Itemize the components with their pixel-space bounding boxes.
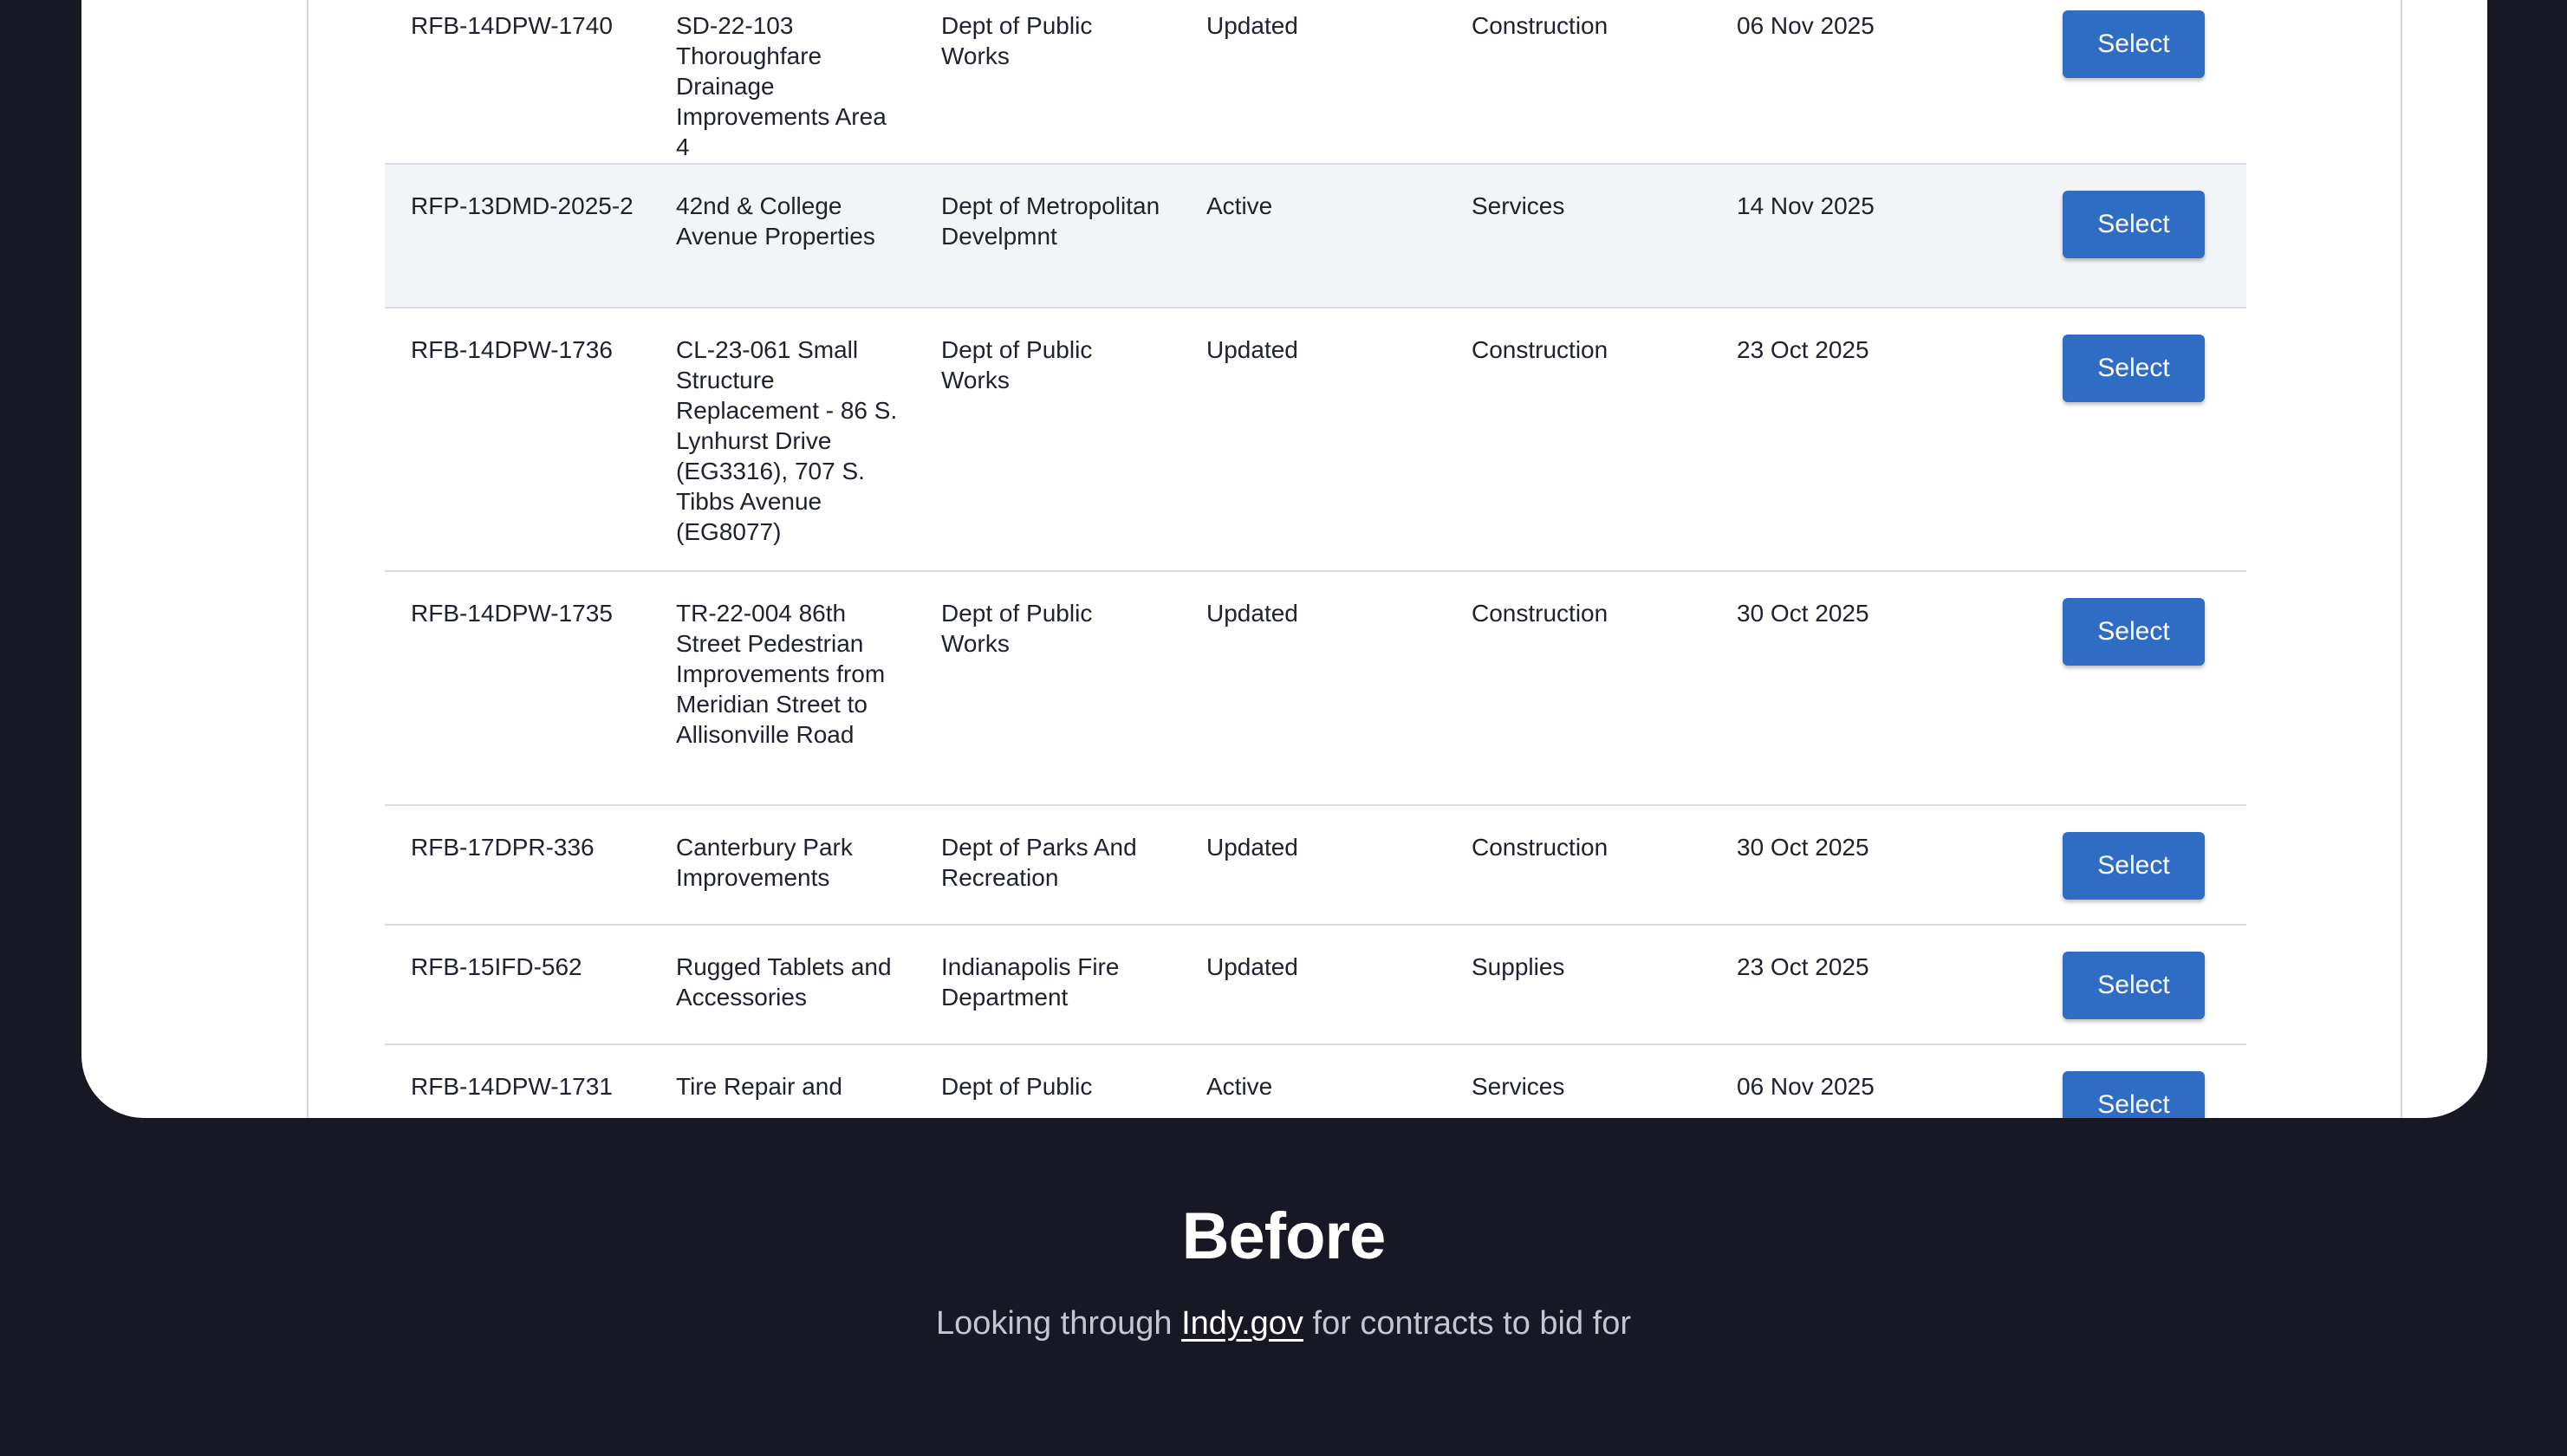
bid-title: Tire Repair and — [676, 1073, 842, 1100]
bid-category: Services — [1472, 1073, 1565, 1100]
bid-department: Dept of Public — [941, 1073, 1093, 1100]
bid-category: Construction — [1472, 12, 1608, 39]
bid-status: Updated — [1206, 953, 1298, 980]
bid-date: 30 Oct 2025 — [1737, 834, 1869, 861]
bid-category: Services — [1472, 192, 1565, 219]
select-button[interactable]: Select — [2063, 335, 2205, 402]
bid-status: Updated — [1206, 336, 1298, 363]
table-row — [385, 806, 2246, 926]
bid-id: RFB-14DPW-1735 — [411, 600, 613, 627]
table-row — [385, 926, 2246, 1045]
bid-status: Active — [1206, 1073, 1273, 1100]
select-button[interactable]: Select — [2063, 598, 2205, 666]
bid-title: SD-22-103 Thoroughfare Drainage Improvements Area 4 — [676, 12, 887, 160]
table-row — [385, 572, 2246, 806]
bid-id: RFB-14DPW-1731 — [411, 1073, 613, 1100]
bid-status: Updated — [1206, 600, 1298, 627]
bid-title: CL-23-061 Small Structure Replacement - 86 S. Lynhurst Drive (EG3316), 707 S. Tibbs Avenue (EG8077) — [676, 336, 898, 545]
caption-subtitle — [0, 1300, 2567, 1347]
table-row — [385, 165, 2246, 309]
bid-category: Construction — [1472, 834, 1608, 861]
select-button[interactable]: Select — [2063, 191, 2205, 258]
table-row — [385, 1045, 2246, 1118]
bids-panel — [307, 0, 2402, 1118]
bid-date: 06 Nov 2025 — [1737, 1073, 1875, 1100]
caption-text-before: Looking through — [935, 1305, 1173, 1342]
bid-title: TR-22-004 86th Street Pedestrian Improvements from Meridian Street to Allisonville Road — [676, 600, 886, 748]
bid-id: RFB-15IFD-562 — [411, 953, 582, 980]
caption-title: Before — [1181, 1199, 1386, 1273]
bids-table — [385, 0, 2246, 1118]
bid-title: 42nd & College Avenue Properties — [676, 192, 875, 250]
bid-category: Construction — [1472, 600, 1608, 627]
bid-id: RFB-14DPW-1736 — [411, 336, 613, 363]
select-button[interactable]: Select — [2063, 832, 2205, 900]
table-row — [385, 0, 2246, 165]
bid-department: Dept of Metropolitan Develpmnt — [941, 192, 1160, 250]
select-button[interactable]: Select — [2063, 952, 2205, 1019]
bid-id: RFB-17DPR-336 — [411, 834, 595, 861]
bid-date: 06 Nov 2025 — [1737, 12, 1875, 39]
bid-title: Canterbury Park Improvements — [676, 834, 853, 891]
bid-date: 14 Nov 2025 — [1737, 192, 1875, 219]
bid-date: 23 Oct 2025 — [1737, 953, 1869, 980]
bid-category: Supplies — [1472, 953, 1565, 980]
bid-category: Construction — [1472, 336, 1608, 363]
bid-status: Active — [1206, 192, 1273, 219]
bid-title: Rugged Tablets and Accessories — [676, 953, 892, 1011]
indy-gov-link[interactable]: Indy.gov — [1181, 1305, 1303, 1342]
bid-department: Dept of Parks And Recreation — [941, 834, 1137, 891]
bid-department: Indianapolis Fire Department — [941, 953, 1120, 1011]
bid-department: Dept of Public Works — [941, 336, 1093, 393]
table-row — [385, 309, 2246, 572]
bid-status: Updated — [1206, 834, 1298, 861]
bid-department: Dept of Public Works — [941, 12, 1093, 69]
select-button[interactable]: Select — [2063, 1071, 2205, 1118]
bid-id: RFB-14DPW-1740 — [411, 12, 613, 39]
bid-id: RFP-13DMD-2025-2 — [411, 192, 634, 219]
screenshot-frame — [81, 0, 2487, 1118]
caption-text-after: for contracts to bid for — [1312, 1305, 1632, 1342]
bid-status: Updated — [1206, 12, 1298, 39]
bid-department: Dept of Public Works — [941, 600, 1093, 657]
select-button[interactable]: Select — [2063, 10, 2205, 78]
bid-date: 30 Oct 2025 — [1737, 600, 1869, 627]
bid-date: 23 Oct 2025 — [1737, 336, 1869, 363]
